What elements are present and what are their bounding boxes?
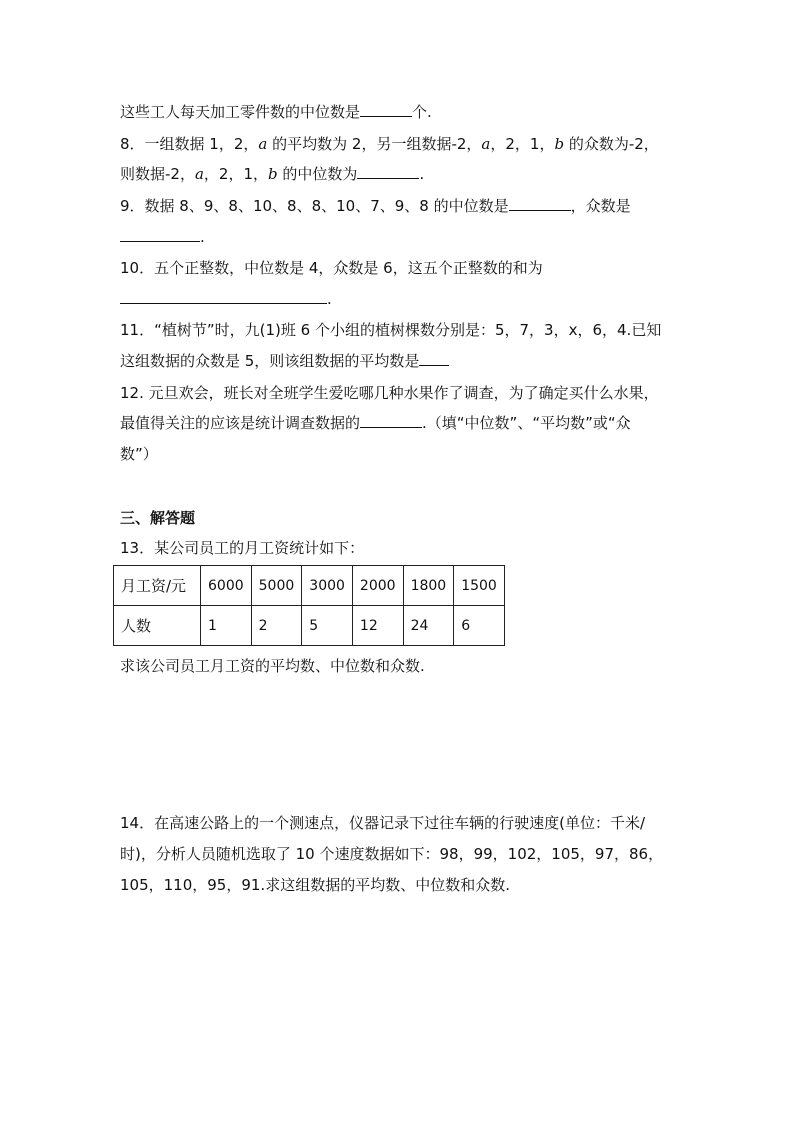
q9-line-2 [120,227,205,247]
q8-var-a: a [481,135,491,153]
q12-text: 12. 元旦欢会，班长对全班学生爱吃哪几种水果作了调查，为了确定买什么水果， [120,384,659,402]
q9-median-blank[interactable] [509,196,571,211]
q14-line-1: 14．在高速公路上的一个测速点，仪器记录下过往车辆的行驶速度(单位：千米/ [120,814,645,832]
wage-cell: 6000 [201,566,252,606]
q9-mode-blank[interactable] [120,227,200,242]
count-row [114,606,505,646]
q11-line-2 [120,351,449,371]
q8-var-b: b [268,165,278,183]
q11-text: 这组数据的众数是 5，则该组数据的平均数是 [120,352,420,370]
q8-var-a: a [258,135,268,153]
q8-text: ，2，1， [490,135,555,153]
section-heading: 三、解答题 [120,509,196,527]
q14-line-2: 时)，分析人员随机选取了 10 个速度数据如下：98，99，102，105，97，86， [120,845,664,863]
wage-table [113,565,505,646]
wage-cell: 2000 [352,566,403,606]
q8-text: ，2，1， [203,165,269,183]
wage-cell: 1500 [454,566,505,606]
q12-text: .（填“中位数”、“平均数”或“众 [422,414,631,432]
wage-row [114,566,505,606]
q10-answer-blank[interactable] [120,289,327,304]
q9-text: ，众数是 [570,197,631,215]
q12-text: 最值得关注的应该是统计调查数据的 [120,414,361,432]
q10-line-1 [120,258,543,278]
q7-tail-line [120,102,432,122]
q8-var-a: a [194,165,204,183]
q14-line-3: 105，110，95，91.求这组数据的平均数、中位数和众数. [120,876,510,894]
q8-text: 8．一组数据 1，2， [120,135,259,153]
q10-line-2 [120,289,332,309]
wage-cell: 5000 [251,566,302,606]
q11-answer-blank[interactable] [419,351,449,366]
q9-end: . [200,228,205,246]
q8-text: 的众数为-2， [564,135,659,153]
q12-text: 数”） [120,445,158,463]
q7-text: 这些工人每天加工零件数的中位数是 [120,103,361,121]
q12-line-1 [120,383,659,403]
count-cell: 12 [352,606,403,646]
wage-header-cell: 月工资/元 [114,566,201,606]
q11-text: 11．“植树节”时，九(1)班 6 个小组的植树棵数分别是：5，7，3，x，6，4.已知 [120,321,662,339]
q8-text: 则数据-2， [120,165,195,183]
q8-text: 的中位数为 [277,165,358,183]
count-cell: 2 [251,606,302,646]
q12-line-2 [120,413,631,433]
q8-line-1 [120,134,659,154]
q10-end: . [327,290,332,308]
q8-answer-blank[interactable] [357,164,419,179]
q13-question: 求该公司员工月工资的平均数、中位数和众数. [120,657,425,675]
q8-var-b: b [554,135,565,153]
q9-text: 9．数据 8、9、8、10、8、8、10、7、9、8 的中位数是 [120,197,509,215]
q8-line-2 [120,164,424,184]
q11-line-1 [120,320,661,340]
count-cell: 1 [201,606,252,646]
q13-intro: 13．某公司员工的月工资统计如下： [120,539,365,557]
q8-end: . [419,165,425,183]
count-cell: 24 [403,606,454,646]
count-cell: 5 [302,606,353,646]
q10-text: 10．五个正整数，中位数是 4，众数是 6，这五个正整数的和为 [120,259,543,277]
wage-cell: 1800 [403,566,454,606]
count-cell: 6 [454,606,505,646]
wage-cell: 3000 [302,566,353,606]
q12-line-3 [120,444,158,464]
q7-suffix: 个. [412,103,432,121]
q8-text: 的平均数为 2，另一组数据-2， [267,135,482,153]
q12-answer-blank[interactable] [360,413,422,428]
count-header-cell: 人数 [114,606,201,646]
q7-answer-blank[interactable] [360,102,412,117]
q9-line-1 [120,196,631,216]
